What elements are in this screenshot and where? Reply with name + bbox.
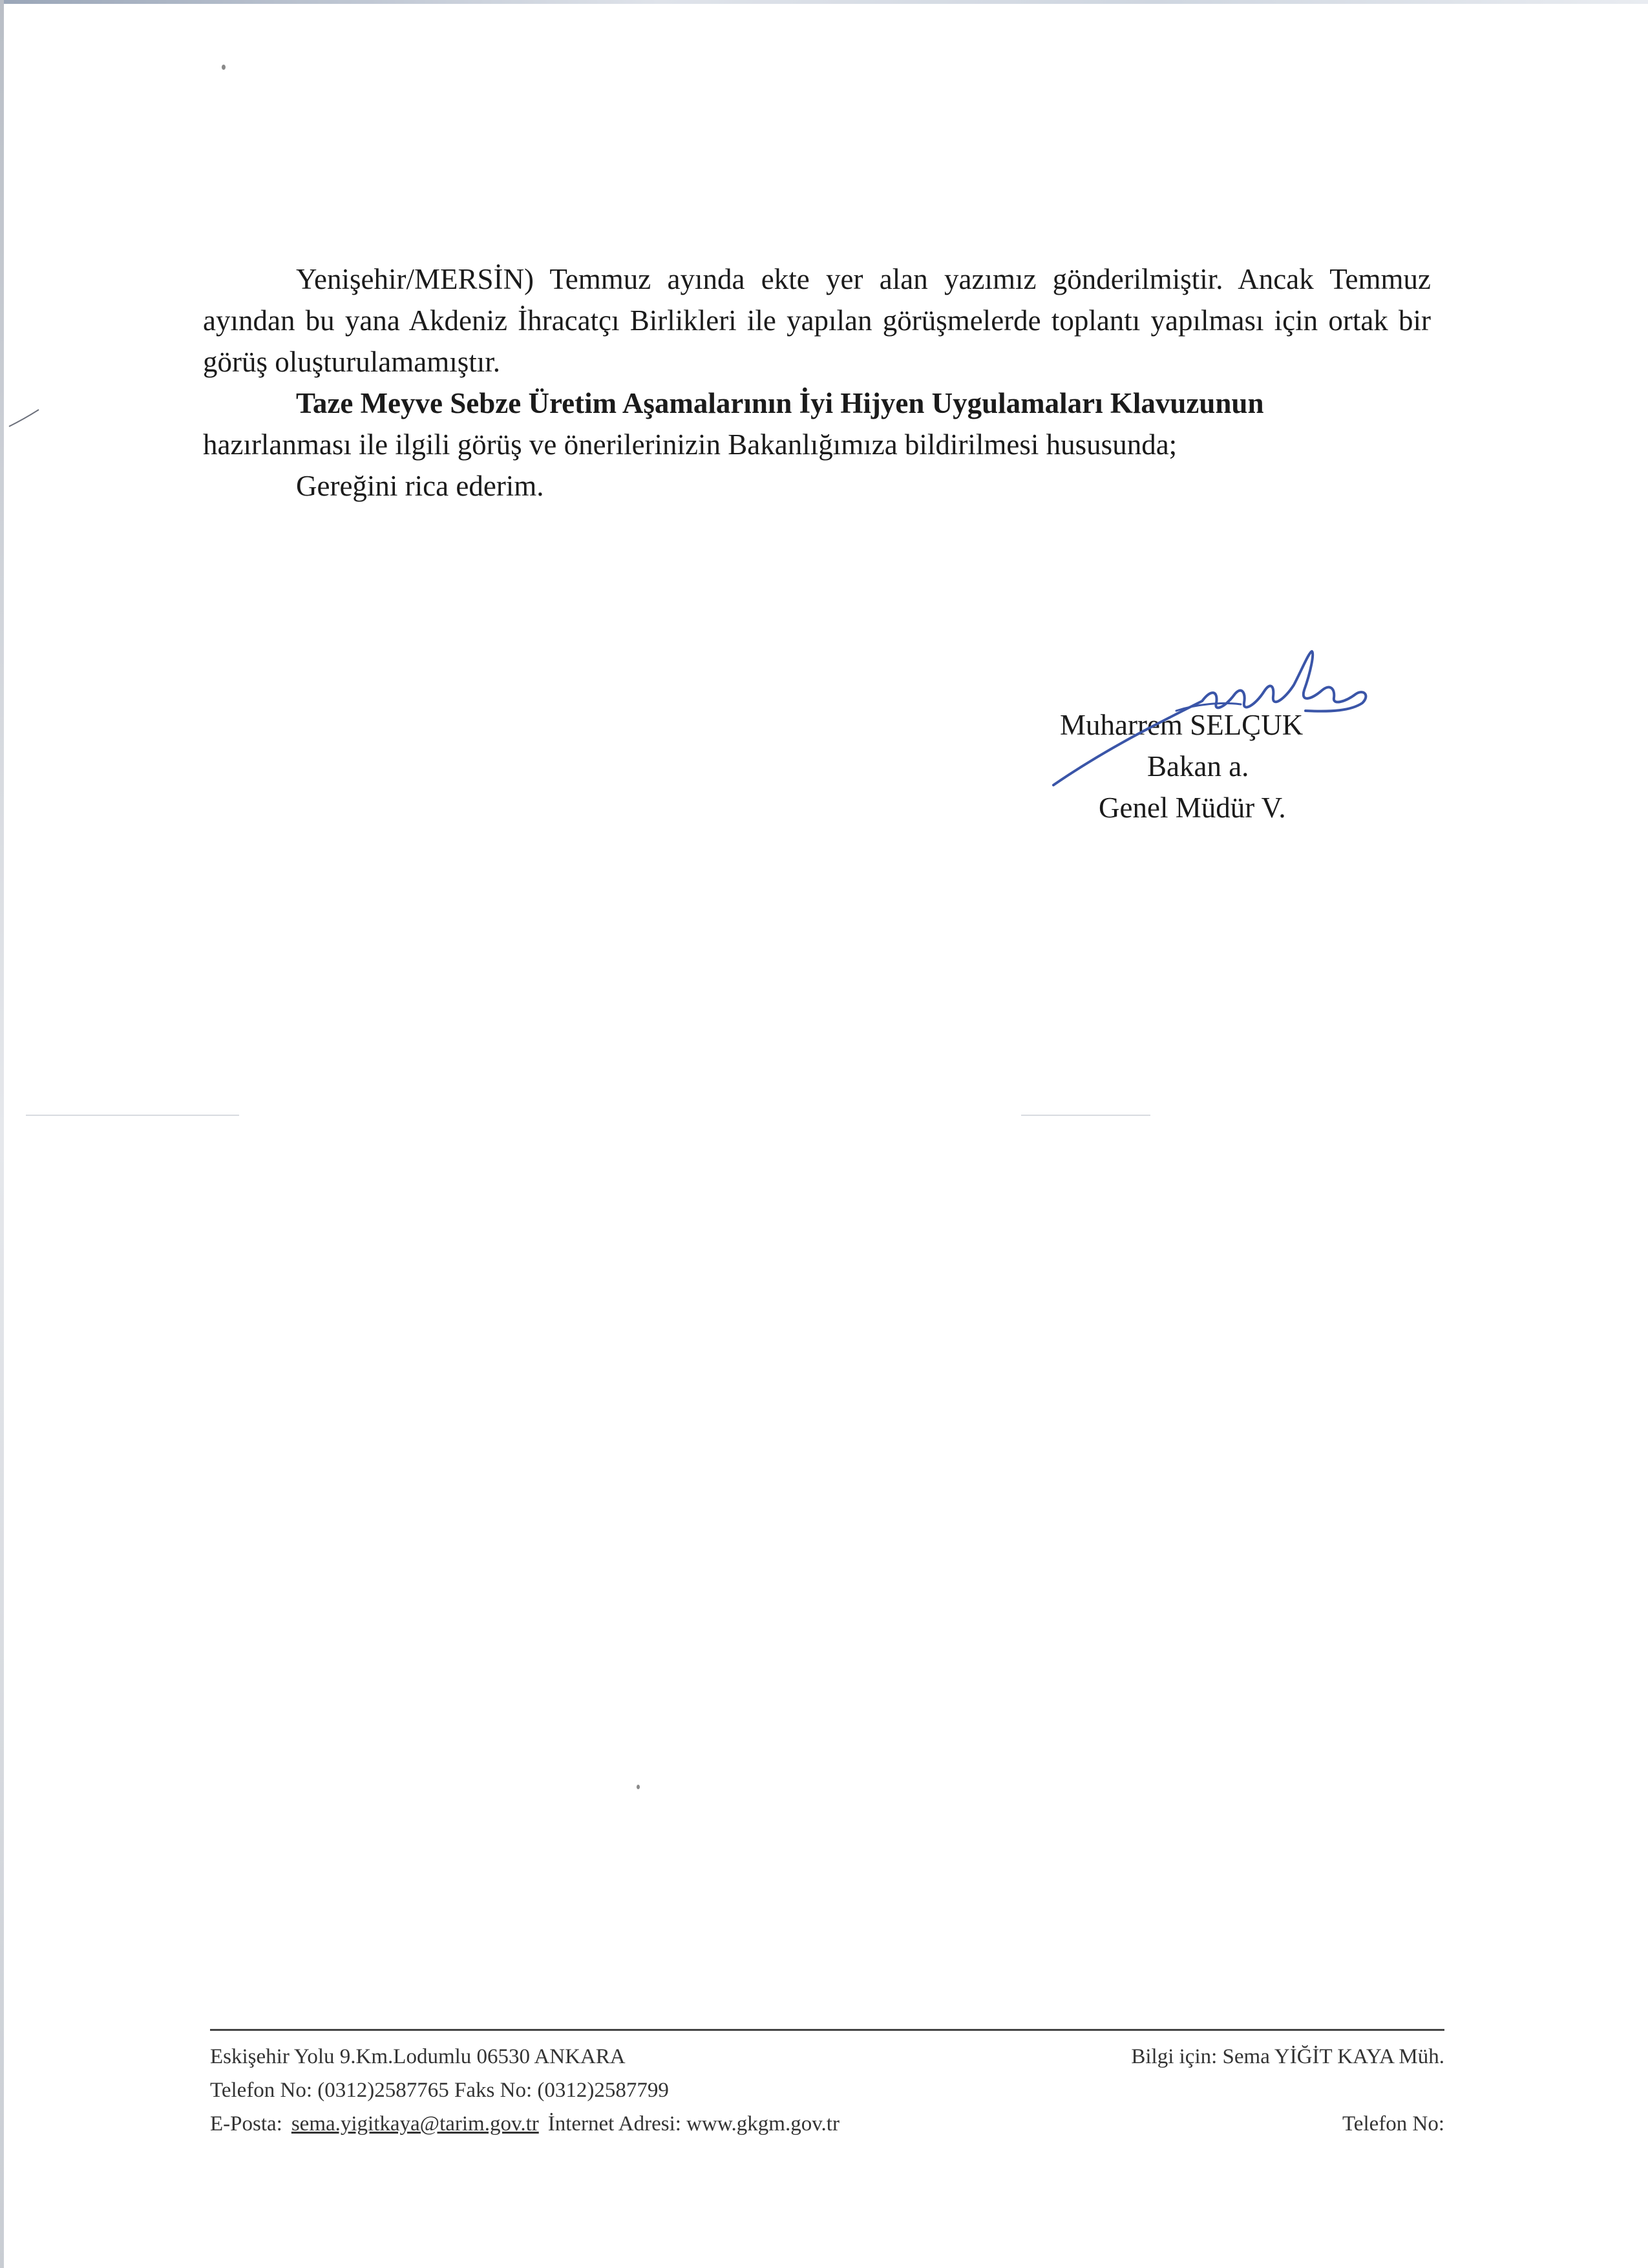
footer-divider: [210, 2029, 1444, 2031]
signatory-position: Genel Müdür V.: [1099, 792, 1286, 824]
footer-email-label: E-Posta:: [210, 2112, 282, 2136]
margin-tick-mark: [5, 401, 44, 439]
scan-fold-line: [26, 1115, 239, 1116]
paragraph-request: [203, 383, 1431, 424]
footer-info-contact: Bilgi için: Sema YİĞİT KAYA Müh.: [1131, 2045, 1444, 2068]
handwritten-signature: [1047, 640, 1383, 795]
closing-line: Gereğini rica ederim.: [296, 470, 544, 502]
scan-top-edge: [0, 0, 1648, 4]
scan-fold-line: [1021, 1115, 1150, 1116]
footer-address: Eskişehir Yolu 9.Km.Lodumlu 06530 ANKARA: [210, 2045, 626, 2068]
footer-phone-fax: Telefon No: (0312)2587765 Faks No: (0312)2587799: [210, 2079, 669, 2102]
footer-email-link[interactable]: sema.yigitkaya@tarim.gov.tr: [291, 2112, 539, 2136]
footer-website: İnternet Adresi: www.gkgm.gov.tr: [547, 2112, 840, 2136]
footer-row-3: [210, 2107, 1444, 2141]
paragraph-meeting-status: Yenişehir/MERSİN) Temmuz ayında ekte yer alan yazımız gönderilmiştir. Ancak Temmuz ayından bu yana Akdeniz İhracatçı Birlikleri ile yapılan görüşmelerde toplantı yapılması için ortak bir görüş oluşturulamamıştır.: [203, 263, 1431, 378]
footer-contact-line: [210, 2107, 840, 2141]
letterhead-footer: [210, 2029, 1444, 2141]
signatory-title: Bakan a.: [1147, 750, 1249, 782]
footer-row-2: [210, 2074, 1444, 2107]
signatory-name: Muharrem SELÇUK: [1060, 709, 1304, 741]
footer-row-1: [210, 2040, 1444, 2074]
guideline-title: Taze Meyve Sebze Üretim Aşamalarının İyi Hijyen Uygulamaları Klavuzunun: [296, 387, 1264, 419]
paragraph-request-continued: hazırlanması ile ilgili görüş ve önerilerinizin Bakanlığımıza bildirilmesi hususunda;: [203, 428, 1178, 461]
scan-speck: [637, 1785, 640, 1789]
scan-speck: [222, 65, 226, 70]
footer-info-phone: Telefon No:: [1342, 2112, 1444, 2136]
letter-body: [203, 258, 1431, 507]
scan-left-edge: [0, 0, 4, 2268]
